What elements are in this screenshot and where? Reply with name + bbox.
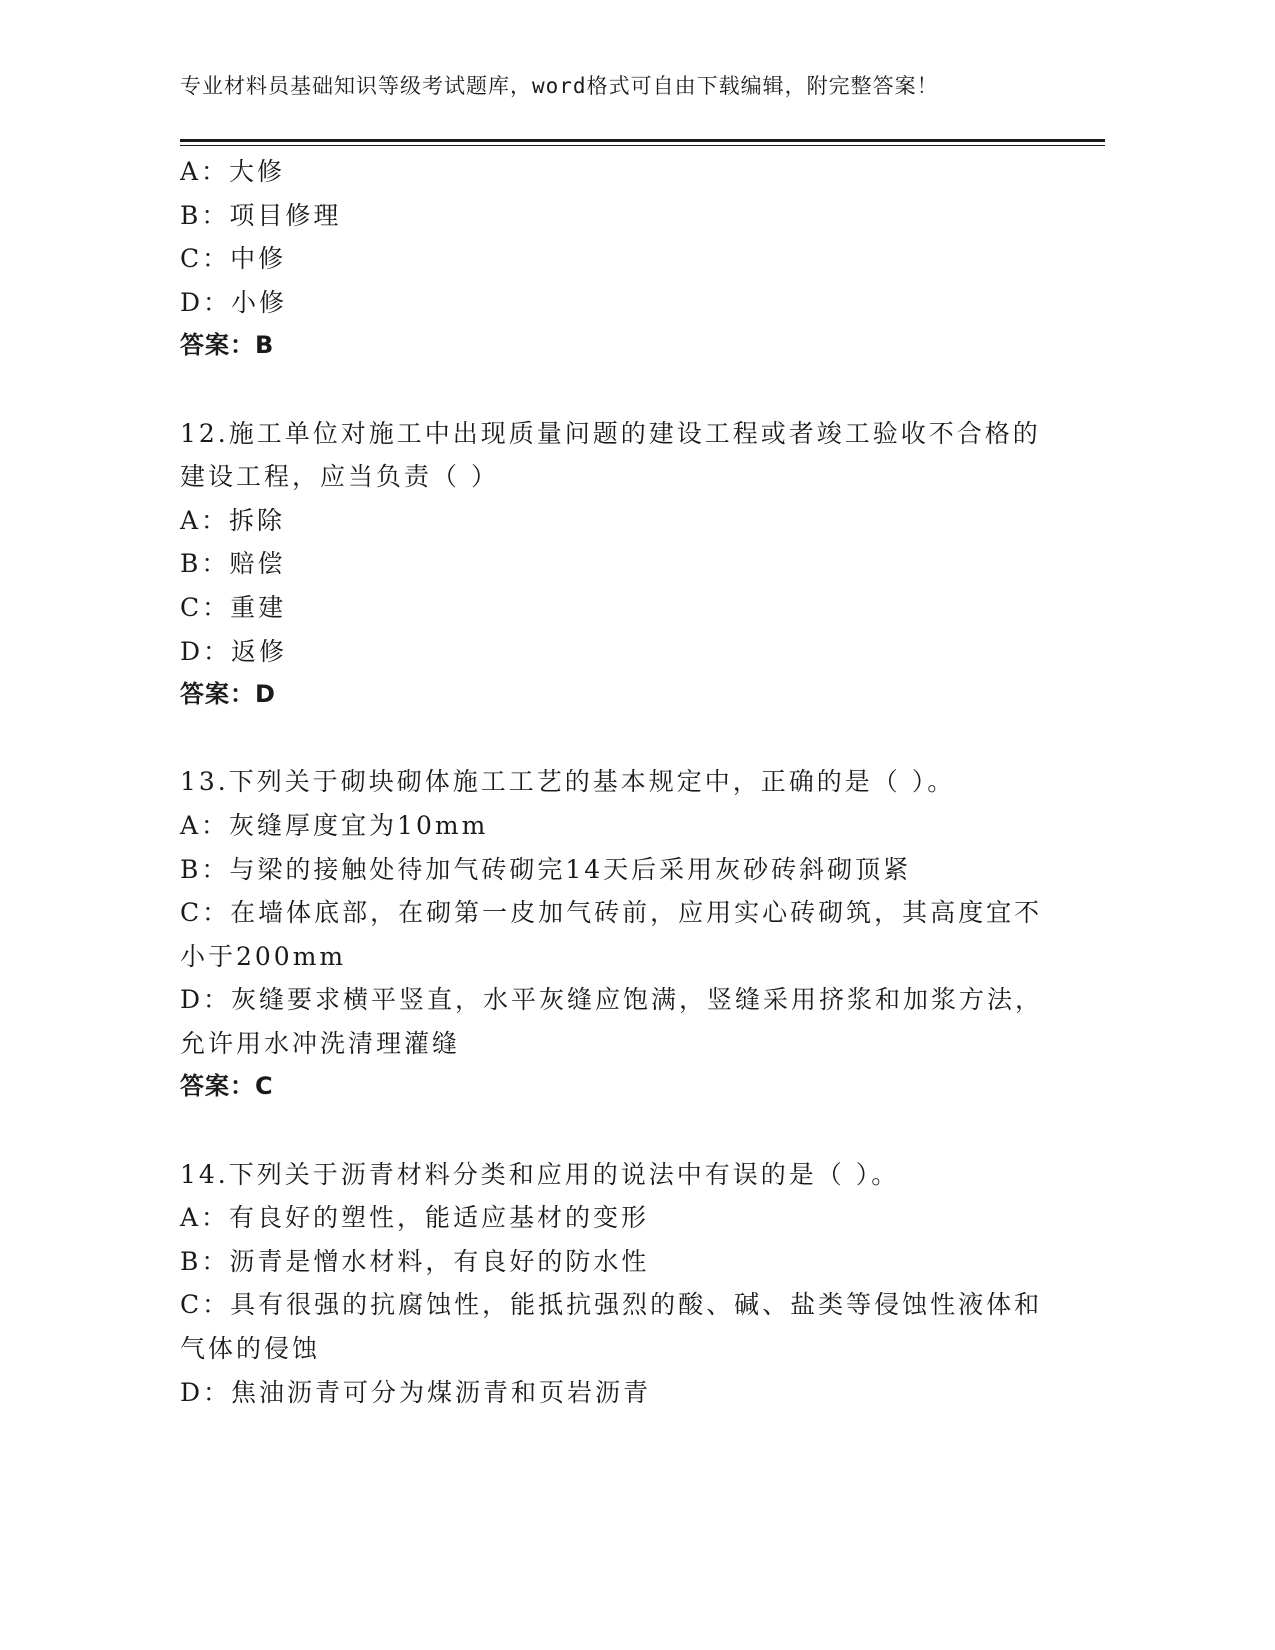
option-c: C：具有很强的抗腐蚀性，能抵抗强烈的酸、碱、盐类等侵蚀性液体和 [180,1290,1043,1320]
option-d: D：返修 [180,636,288,666]
question-13 [180,760,1044,1109]
question-content [180,150,1044,1414]
option-d-continued: 允许用水冲洗清理灌缝 [180,1028,461,1058]
answer-line: 答案：C [180,1072,274,1101]
option-c: C：重建 [180,592,287,622]
spacer [180,1109,1040,1153]
header-rule-thick [180,139,1105,142]
option-a: A：拆除 [180,505,286,535]
answer-line: 答案：D [180,680,276,709]
option-d: D：小修 [180,287,288,317]
header-rule-thin [180,145,1105,146]
option-d: D：灰缝要求横平竖直，水平灰缝应饱满，竖缝采用挤浆和加浆方法， [180,985,1044,1015]
option-a: A：有良好的塑性，能适应基材的变形 [180,1203,650,1233]
question-stem: 13.下列关于砌块砌体施工工艺的基本规定中，正确的是（ ）。 [180,767,956,797]
option-c: C：中修 [180,244,287,274]
spacer [180,717,1040,761]
option-b: B：赔偿 [180,549,286,579]
question-stem: 14.下列关于沥青材料分类和应用的说法中有误的是（ ）。 [180,1159,900,1189]
option-a: A：灰缝厚度宜为10mm [180,810,489,840]
answer-line: 答案：B [180,331,275,360]
question-14 [180,1153,1043,1415]
option-b: B：项目修理 [180,200,342,230]
question-12 [180,412,1040,717]
option-b: B：沥青是憎水材料，有良好的防水性 [180,1246,650,1276]
spacer [180,368,1040,412]
option-c-continued: 气体的侵蚀 [180,1334,321,1364]
option-b: B：与梁的接触处待加气砖砌完14天后采用灰砂砖斜砌顶紧 [180,854,912,884]
prev-question [180,150,1040,368]
question-stem: 建设工程，应当负责（ ） [180,462,499,492]
page-header: 专业材料员基础知识等级考试题库，word格式可自由下载编辑，附完整答案！ [180,74,939,98]
option-c-continued: 小于200mm [180,941,347,971]
question-stem: 12.施工单位对施工中出现质量问题的建设工程或者竣工验收不合格的 [180,418,1041,448]
option-c: C：在墙体底部，在砌第一皮加气砖前，应用实心砖砌筑，其高度宜不 [180,898,1043,928]
option-a: A：大修 [180,157,286,186]
option-d: D：焦油沥青可分为煤沥青和页岩沥青 [180,1377,652,1407]
